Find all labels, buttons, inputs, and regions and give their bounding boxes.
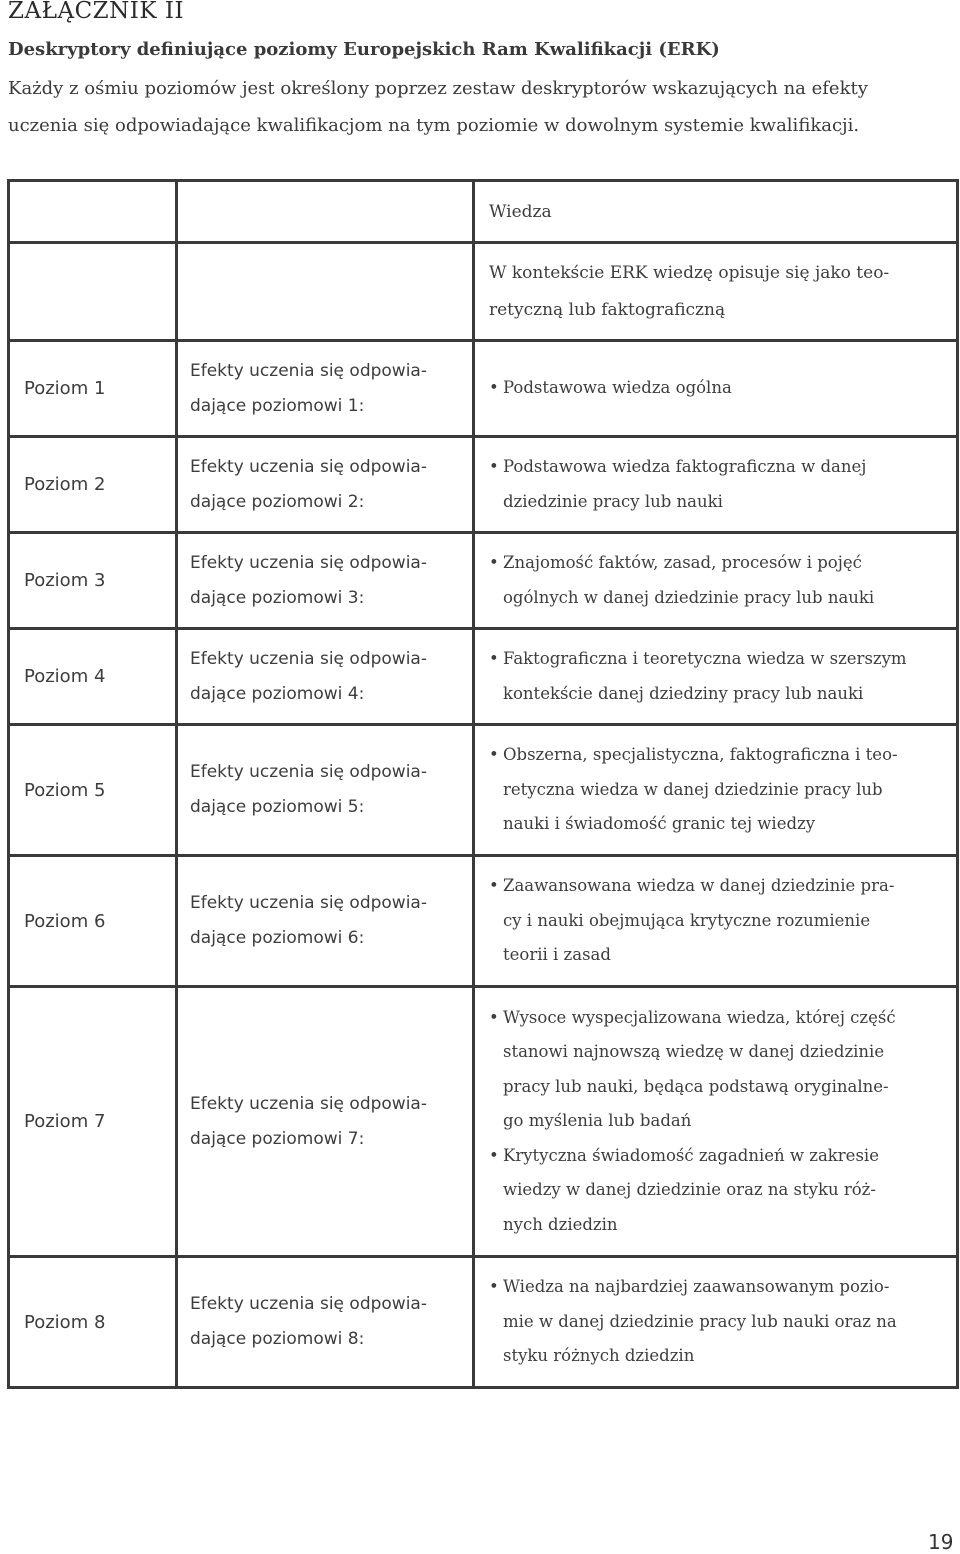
bullet-icon: • [489, 1277, 499, 1297]
descriptor-line: retyczna wiedza w danej dziedzinie pracy lub [503, 779, 883, 799]
outcome-line: Efekty uczenia się odpowia- [190, 1093, 427, 1114]
descriptor-line: Faktograficzna i teoretyczna wiedza w szerszym [503, 649, 907, 668]
table-row [9, 1257, 958, 1388]
outcome-line: Efekty uczenia się odpowia- [190, 893, 427, 913]
level-cell: Poziom 5 [9, 725, 177, 856]
outcome-cell [177, 725, 474, 856]
bullet-item [487, 869, 946, 973]
level-cell: Poziom 1 [9, 341, 177, 437]
outcome-line: dające poziomowi 5: [190, 797, 365, 817]
wiedza-definition-line: W kontekście ERK wiedzę opisuje się jako teo- [489, 262, 890, 283]
intro-line: uczenia się odpowiadające kwalifikacjom na tym poziomie w dowolnym systemie kwalifikacji. [8, 115, 860, 136]
wiedza-title: Wiedza [489, 201, 552, 222]
outcome-line: dające poziomowi 8: [190, 1329, 365, 1349]
table-header-row [9, 181, 958, 243]
descriptor-line: Podstawowa wiedza ogólna [503, 378, 732, 398]
bullet-icon: • [489, 1007, 499, 1027]
descriptor-line: pracy lub nauki, będąca podstawą oryginalne- [503, 1076, 889, 1096]
empty-cell [9, 243, 177, 341]
outcome-cell [177, 1257, 474, 1388]
document-subtitle: Deskryptory definiujące poziomy Europejskich Ram Kwalifikacji (ERK) [8, 39, 720, 60]
bullet-item [487, 738, 946, 842]
outcome-line: Efekty uczenia się odpowia- [190, 648, 427, 669]
bullet-icon: • [489, 553, 499, 572]
level-cell: Poziom 2 [9, 437, 177, 533]
descriptor-line: go myślenia lub badań [503, 1111, 692, 1131]
bullet-icon: • [489, 745, 499, 765]
descriptor-line: styku różnych dziedzin [503, 1346, 695, 1366]
table-row [9, 437, 958, 533]
descriptor-line: Krytyczna świadomość zagadnień w zakresie [503, 1145, 879, 1165]
descriptor-line: Podstawowa wiedza faktograficzna w danej [503, 457, 867, 476]
table-row [9, 725, 958, 856]
wiedza-definition-cell [474, 243, 958, 341]
descriptor-cell [474, 629, 958, 725]
bullet-item [487, 450, 946, 519]
bullet-icon: • [489, 649, 499, 668]
bullet-icon: • [489, 876, 499, 896]
outcome-line: Efekty uczenia się odpowia- [190, 360, 427, 381]
outcome-line: dające poziomowi 2: [190, 491, 365, 512]
bullet-item [487, 1001, 946, 1139]
bullet-item [487, 1139, 946, 1243]
outcome-cell [177, 341, 474, 437]
intro-paragraph [8, 70, 958, 144]
wiedza-definition-line: retyczną lub faktograficzną [489, 299, 726, 320]
intro-line: Każdy z ośmiu poziomów jest określony poprzez zestaw deskryptorów wskazujących na efekty [8, 78, 868, 99]
bullet-item [487, 642, 946, 711]
outcome-cell [177, 987, 474, 1257]
level-cell: Poziom 8 [9, 1257, 177, 1388]
bullet-icon: • [489, 1145, 499, 1165]
outcome-line: dające poziomowi 4: [190, 683, 365, 704]
descriptor-line: Wiedza na najbardziej zaawansowanym pozio- [503, 1277, 890, 1297]
level-cell: Poziom 4 [9, 629, 177, 725]
outcome-cell [177, 629, 474, 725]
descriptor-line: mie w danej dziedzinie pracy lub nauki oraz na [503, 1311, 897, 1331]
level-cell: Poziom 3 [9, 533, 177, 629]
descriptor-cell [474, 341, 958, 437]
descriptor-line: nych dziedzin [503, 1214, 618, 1234]
page-number: 19 [928, 1530, 954, 1554]
erk-descriptors-table [7, 179, 959, 1389]
level-cell: Poziom 7 [9, 987, 177, 1257]
bullet-item [487, 1270, 946, 1374]
descriptor-line: Znajomość faktów, zasad, procesów i pojęć [503, 553, 862, 572]
descriptor-cell [474, 987, 958, 1257]
descriptor-line: nauki i świadomość granic tej wiedzy [503, 814, 816, 834]
outcome-line: dające poziomowi 3: [190, 587, 365, 608]
bullet-icon: • [489, 457, 499, 476]
descriptor-line: Wysoce wyspecjalizowana wiedza, której część [503, 1007, 896, 1027]
wiedza-header-cell [474, 181, 958, 243]
descriptor-line: wiedzy w danej dziedzinie oraz na styku róż- [503, 1180, 876, 1200]
outcome-cell [177, 856, 474, 987]
bullet-item [487, 371, 946, 406]
descriptor-line: Obszerna, specjalistyczna, faktograficzna i teo- [503, 745, 898, 765]
table-row [9, 629, 958, 725]
outcome-line: Efekty uczenia się odpowia- [190, 1294, 427, 1314]
outcome-line: dające poziomowi 7: [190, 1128, 365, 1149]
table-row [9, 856, 958, 987]
bullet-item [487, 546, 946, 615]
descriptor-cell [474, 725, 958, 856]
level-cell: Poziom 6 [9, 856, 177, 987]
descriptor-line: ogólnych w danej dziedzinie pracy lub nauki [503, 587, 875, 607]
table-row [9, 341, 958, 437]
descriptor-cell [474, 1257, 958, 1388]
descriptor-line: teorii i zasad [503, 945, 611, 965]
table-row [9, 533, 958, 629]
descriptor-line: dziedzinie pracy lub nauki [503, 491, 723, 511]
descriptor-line: Zaawansowana wiedza w danej dziedzinie pra- [503, 876, 895, 896]
outcome-line: dające poziomowi 1: [190, 395, 365, 416]
empty-cell [177, 243, 474, 341]
descriptor-line: stanowi najnowszą wiedzę w danej dziedzinie [503, 1042, 885, 1062]
table-row [9, 987, 958, 1257]
table-definition-row [9, 243, 958, 341]
descriptor-cell [474, 856, 958, 987]
descriptor-line: cy i nauki obejmująca krytyczne rozumienie [503, 910, 871, 930]
outcome-cell [177, 437, 474, 533]
descriptor-line: kontekście danej dziedziny pracy lub nauki [503, 683, 864, 703]
descriptor-cell [474, 533, 958, 629]
outcome-line: Efekty uczenia się odpowia- [190, 552, 427, 573]
bullet-icon: • [489, 378, 499, 398]
outcome-cell [177, 533, 474, 629]
empty-cell [177, 181, 474, 243]
outcome-line: dające poziomowi 6: [190, 928, 365, 948]
empty-cell [9, 181, 177, 243]
descriptor-cell [474, 437, 958, 533]
page-title: ZAŁĄCZNIK II [8, 0, 185, 24]
outcome-line: Efekty uczenia się odpowia- [190, 456, 427, 477]
outcome-line: Efekty uczenia się odpowia- [190, 762, 427, 782]
